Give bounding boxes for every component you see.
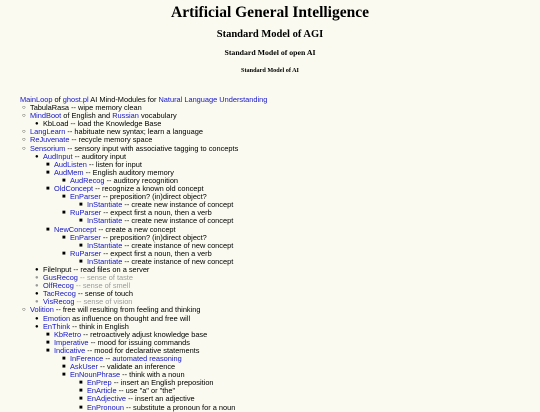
subtitle-agi: Standard Model of AGI [216,29,324,40]
module-description: -- think with a noun [120,370,185,380]
tree-item [20,404,535,412]
module-link[interactable]: EnThink [43,321,71,331]
module-link[interactable]: automated reasoning [112,354,182,363]
module-link[interactable]: EnPrep [87,378,112,388]
module-description: as influence on thought and free will [70,313,191,323]
module-description: -- create new instance of concept [122,200,234,210]
square-bullet-icon: ■ [46,331,50,338]
module-description: -- create instance of new concept [122,240,234,250]
module-link[interactable]: MainLoop [20,95,53,104]
module-description: -- English auditory memory [83,167,174,177]
module-link[interactable]: Emotion [43,313,71,323]
module-description: -- habituate new syntax; learn a language [65,127,203,137]
module-link[interactable]: RuParser [70,208,102,218]
disc-bullet-icon: ● [35,299,39,306]
module-description: -- think in English [70,321,129,331]
tree-item-text [87,404,235,412]
module-link[interactable]: EnNounPhrase [70,370,121,380]
circle-bullet-icon: ○ [22,129,26,136]
module-link[interactable]: LangLearn [30,127,66,137]
square-bullet-icon: ■ [79,396,83,403]
module-link[interactable]: KbRetro [54,329,82,339]
module-link[interactable]: Sensorium [30,143,66,153]
module-link[interactable]: AudListen [54,159,87,169]
module-description: -- sense of vision [74,297,133,307]
square-bullet-icon: ■ [62,356,66,362]
module-description: -- expect first a noun, then a verb [101,248,212,258]
module-link[interactable]: EnAdjective [87,394,127,404]
square-bullet-icon: ■ [79,242,83,249]
disc-bullet-icon: ● [35,121,39,128]
module-link[interactable]: GusRecog [43,273,78,283]
module-description: -- recycle memory space [69,135,153,145]
square-bullet-icon: ■ [62,372,66,379]
square-bullet-icon: ■ [62,177,66,184]
module-description: KbLoad -- load the Knowledge Base [43,119,162,129]
disc-bullet-icon: ● [35,315,39,322]
module-description: -- mood for declarative statements [85,345,200,355]
module-link[interactable]: TacRecog [43,289,76,299]
disc-bullet-icon: ● [35,323,39,330]
module-description: -- free will resulting from feeling and thinking [53,305,201,315]
subtitle-ai: Standard Model of AI [241,67,299,74]
module-link[interactable]: AudInput [43,151,73,161]
module-description: -- recognize a known old concept [93,184,204,194]
module-description: -- listen for input [86,159,142,169]
module-description: -- auditory input [72,151,126,161]
module-link[interactable]: InStantiate [87,256,123,266]
square-bullet-icon: ■ [62,234,66,241]
module-description: -- validate an inference [97,362,176,372]
disc-bullet-icon: ● [35,283,39,290]
square-bullet-icon: ■ [79,388,83,395]
circle-bullet-icon: ○ [22,137,26,144]
circle-bullet-icon: ○ [22,307,26,314]
module-link[interactable]: Russian [112,111,139,121]
module-description: -- insert an adjective [126,394,195,404]
module-link[interactable]: Natural Language Understanding [158,95,268,104]
module-description: -- sense of taste [77,273,133,283]
module-description: -- retroactively adjust knowledge base [81,329,208,339]
module-link[interactable]: InStantiate [87,216,123,226]
circle-bullet-icon: ○ [22,113,26,120]
module-link[interactable]: MindBoot [30,111,62,121]
module-description: -- auditory recognition [104,175,179,185]
module-description: -- create instance of new concept [122,256,234,266]
module-description: -- sense of touch [75,289,133,299]
square-bullet-icon: ■ [46,169,50,176]
disc-bullet-icon: ● [35,275,39,282]
module-link[interactable]: Indicative [54,345,86,355]
module-link[interactable]: InStantiate [87,200,123,210]
square-bullet-icon: ■ [79,380,83,387]
module-description: -- substitute a pronoun for a noun [123,402,236,412]
module-description: -- sensory input with associative tagging to concepts [65,143,239,153]
square-bullet-icon: ■ [46,339,50,346]
square-bullet-icon: ■ [79,258,83,265]
module-link[interactable]: Volition [30,305,54,315]
square-bullet-icon: ■ [62,210,66,217]
module-description: -- create new instance of concept [122,216,234,226]
module-link[interactable]: OldConcept [54,184,94,194]
module-link[interactable]: InStantiate [87,240,123,250]
square-bullet-icon: ■ [46,347,50,354]
square-bullet-icon: ■ [46,186,50,193]
disc-bullet-icon: ● [35,266,39,273]
module-description: of [52,95,63,104]
module-description: -- preposition? (in)direct object? [100,192,207,202]
module-description: -- sense of smell [73,281,131,291]
square-bullet-icon: ■ [62,364,66,371]
module-description: -- preposition? (in)direct object? [100,232,207,242]
module-link[interactable]: EnParser [70,192,101,202]
module-description: AI Mind-Modules for [88,95,159,104]
circle-bullet-icon: ○ [22,145,26,152]
subtitle-open-ai: Standard Model of open AI [224,48,316,57]
square-bullet-icon: ■ [46,161,50,168]
page-title: Artificial General Intelligence [171,4,369,21]
module-description: TabulaRasa -- wipe memory clean [30,103,142,113]
square-bullet-icon: ■ [46,226,50,233]
module-link[interactable]: EnArticle [87,386,117,396]
module-link[interactable]: VisRecog [43,297,75,307]
disc-bullet-icon: ● [35,153,39,160]
module-description: -- use "a" or "the" [116,386,176,396]
module-link[interactable]: Imperative [54,337,89,347]
module-description: FileInput -- read files on a server [43,264,150,274]
module-tree [20,96,535,412]
module-description: -- mood for issuing commands [88,337,190,347]
square-bullet-icon: ■ [62,250,66,257]
module-link[interactable]: ghost.pl [62,95,89,104]
module-link[interactable]: AudRecog [70,175,105,185]
module-link[interactable]: EnParser [70,232,101,242]
module-link[interactable]: RuParser [70,248,102,258]
square-bullet-icon: ■ [79,404,83,411]
module-link[interactable]: AskUser [70,362,98,372]
module-description: of English and [61,111,113,121]
module-description: -- create a new concept [96,224,176,234]
square-bullet-icon: ■ [79,218,83,225]
module-link[interactable]: NewConcept [54,224,97,234]
circle-bullet-icon: ○ [22,105,26,112]
module-description: -- insert an English preposition [111,378,214,388]
square-bullet-icon: ■ [79,202,83,209]
module-link[interactable]: EnPronoun [87,402,124,412]
module-link[interactable]: ReJuvenate [30,135,70,145]
module-link[interactable]: OlfRecog [43,281,74,291]
square-bullet-icon: ■ [62,194,66,201]
module-description: vocabulary [138,111,177,121]
module-link[interactable]: AudMem [54,167,84,177]
module-description: -- [103,354,113,363]
disc-bullet-icon: ● [35,291,39,298]
module-description: -- expect first a noun, then a verb [101,208,212,218]
module-link[interactable]: InFerence [70,354,104,363]
